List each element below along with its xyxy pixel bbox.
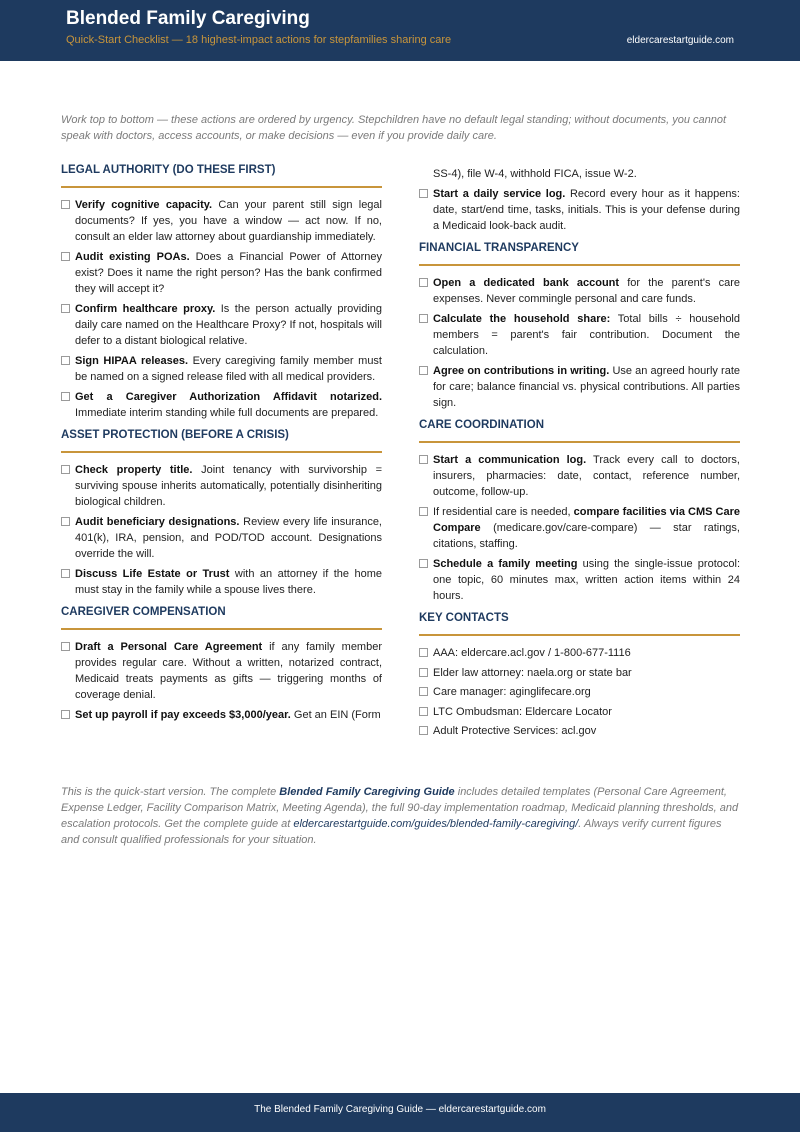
outro-part-1: This is the quick-start version. The complete [61,786,280,798]
page-footer: The Blended Family Caregiving Guide — eldercarestartguide.com [0,1093,800,1132]
checklist-item [419,311,740,359]
contact-item [419,645,740,661]
item-bold-lead: Audit existing POAs. [75,251,190,263]
checkbox[interactable] [419,507,428,516]
section-heading-contacts: KEY CONTACTS [419,612,740,636]
contact-item [419,684,740,700]
checklist-item [419,275,740,307]
section-heading-care: CARE COORDINATION [419,419,740,443]
item-text: Use an agreed hourly rate for care; balance financial vs. physical contributions. All parties sign. [433,365,740,409]
item-bold-lead: Discuss Life Estate or Trust [75,568,230,580]
item-text: Review every life insurance, 401(k), IRA, pension, and POD/TOD account. Designations override the will. [75,516,382,560]
item-text: Track every call to doctors, insurers, pharmacies: date, contact, reference number, outcome, follow-up. [433,454,740,498]
item-text: for the parent's care expenses. Never commingle personal and care funds. [433,277,741,305]
item-bold-lead: Check property title. [75,464,193,476]
guide-url-link[interactable]: eldercarestartguide.com/guides/blended-family-caregiving/ [293,818,579,830]
item-bold-lead: Draft a Personal Care Agreement [75,641,263,653]
item-bold-lead: Sign HIPAA releases. [75,355,189,367]
checkbox[interactable] [61,465,70,474]
contact-text: AAA: eldercare.acl.gov / 1-800-677-1116 [433,647,631,659]
item-text: Does a Financial Power of Attorney exist? Does it name the right person? Has the bank confirmed they will accept it? [75,251,382,295]
section-heading-financial: FINANCIAL TRANSPARENCY [419,242,740,266]
outro-part-2: includes detailed templates (Personal Care Agreement, Expense Ledger, Facility Comparison Matrix, Meeting Agenda), the full 90-day implementation roadmap, Medicaid planning thresholds, and escalation protocols. Get the complete guide at [61,786,739,830]
checklist-item [419,504,740,552]
checkbox[interactable] [61,642,70,651]
item-bold-lead: Get a Caregiver Authorization Affidavit notarized. [75,391,382,403]
checklist-item [61,197,382,245]
checkbox[interactable] [419,278,428,287]
contact-text: Adult Protective Services: acl.gov [433,725,597,737]
checklist-item [419,556,740,604]
outro-text [61,784,739,848]
page-subtitle: Quick-Start Checklist — 18 highest-impact actions for stepfamilies sharing care [66,34,452,46]
checklist-item [61,566,382,598]
item-bold-lead: Audit beneficiary designations. [75,516,240,528]
item-text: Every caregiving family member must be named on a signed release filed with all medical providers. [75,355,382,383]
contact-item [419,723,740,739]
page-title: Blended Family Caregiving [66,8,310,29]
checkbox[interactable] [61,392,70,401]
checklist-item [61,462,382,510]
item-bold-lead: Schedule a family meeting [433,558,578,570]
contact-text: Elder law attorney: naela.org or state bar [433,666,632,679]
section-heading-legal: LEGAL AUTHORITY (DO THESE FIRST) [61,164,382,188]
item-text: Is the person actually providing daily care named on the Healthcare Proxy? If not, hospitals will defer to a distant biological relative. [75,303,382,347]
contacts-list [419,645,740,739]
checkbox[interactable] [419,189,428,198]
item-bold-lead: Verify cognitive capacity. [75,199,213,211]
contact-item [419,665,740,681]
item-bold-lead: Agree on contributions in writing. [433,365,610,377]
section-heading-compensation: CAREGIVER COMPENSATION [61,606,382,630]
header-site-link[interactable]: eldercarestartguide.com [626,35,734,46]
payroll-continuation: SS-4), file W-4, withhold FICA, issue W-2. [433,168,637,180]
section-heading-asset: ASSET PROTECTION (BEFORE A CRISIS) [61,429,382,453]
item-text: Get an EIN (Form [290,709,381,721]
legal-list [61,197,382,421]
checkbox[interactable] [419,668,428,677]
contact-text: LTC Ombudsman: Eldercare Locator [433,705,612,718]
checkbox[interactable] [61,200,70,209]
checkbox[interactable] [61,356,70,365]
checkbox[interactable] [419,314,428,323]
item-bold-lead: Set up payroll if pay exceeds $3,000/year. [75,709,291,721]
checkbox[interactable] [61,304,70,313]
item-bold-lead: Start a communication log. [433,454,587,466]
guide-title: Blended Family Caregiving Guide [279,786,455,798]
item-bold-lead: Start a daily service log. [433,188,566,200]
checkbox[interactable] [419,687,428,696]
asset-list [61,462,382,598]
right-column [419,166,740,743]
contact-text: Care manager: aginglifecare.org [433,686,591,698]
care-list [419,452,740,604]
checklist-item [61,353,382,385]
item-text: Total bills ÷ household members = parent's fair contribution. Document the calculation. [433,313,740,357]
compensation-list [61,639,382,723]
item-text: Immediate interim standing while full documents are prepared. [75,407,379,419]
checklist-item [419,186,740,234]
checklist-item [61,301,382,349]
checklist-item [419,452,740,500]
intro-text: Work top to bottom — these actions are ordered by urgency. Stepchildren have no default legal standing; without documents, you cannot speak with doctors, access accounts, or make decisions — even if you provide daily care. [61,114,727,142]
checkbox[interactable] [419,726,428,735]
compensation-list-continued [419,186,740,234]
checklist-item [61,707,382,723]
item-bold-lead: Open a dedicated bank account [433,277,620,289]
checkbox[interactable] [419,559,428,568]
checkbox[interactable] [61,517,70,526]
item-prefix: If residential care is needed, [433,506,574,518]
checkbox[interactable] [419,707,428,716]
contact-item [419,704,740,720]
checkbox[interactable] [61,710,70,719]
checklist-item [419,363,740,411]
item-text: Joint tenancy with survivorship = surviving spouse inherits automatically, potentially disinheriting biological children. [75,464,382,508]
page-header [0,0,800,61]
financial-list [419,275,740,411]
outro-part-3: . Always verify current figures and consult qualified professionals for your situation. [61,818,722,846]
item-bold-lead: compare facilities via CMS Care Compare [433,506,740,534]
checklist-item [61,389,382,421]
item-text: using the single-issue protocol: one topic, 60 minutes max, written action items within 24 hours. [433,558,740,602]
item-text: with an attorney if the home must stay in the family while a spouse lives there. [75,568,382,596]
left-column [61,164,382,727]
checkbox[interactable] [61,252,70,261]
item-text: (medicare.gov/care-compare) — star ratings, citations, staffing. [433,522,740,550]
checklist-item [61,514,382,562]
checkbox[interactable] [61,569,70,578]
item-text: if any family member provides regular care. Without a written, notarized contract, Medicaid treats payments as gifts — triggering months of coverage denial. [75,641,382,701]
item-text: Record every hour as it happens: date, start/end time, tasks, initials. This is your defense during a Medicaid look-back audit. [433,188,740,232]
item-bold-lead: Calculate the household share: [433,313,611,325]
checklist-item [61,249,382,297]
item-text: Can your parent still sign legal documents? If yes, you have a window — act now. If no, consult an elder law attorney about guardianship immediately. [75,199,382,243]
checkbox[interactable] [419,455,428,464]
checklist-item [61,639,382,703]
checkbox[interactable] [419,366,428,375]
checkbox[interactable] [419,648,428,657]
item-bold-lead: Confirm healthcare proxy. [75,303,216,315]
